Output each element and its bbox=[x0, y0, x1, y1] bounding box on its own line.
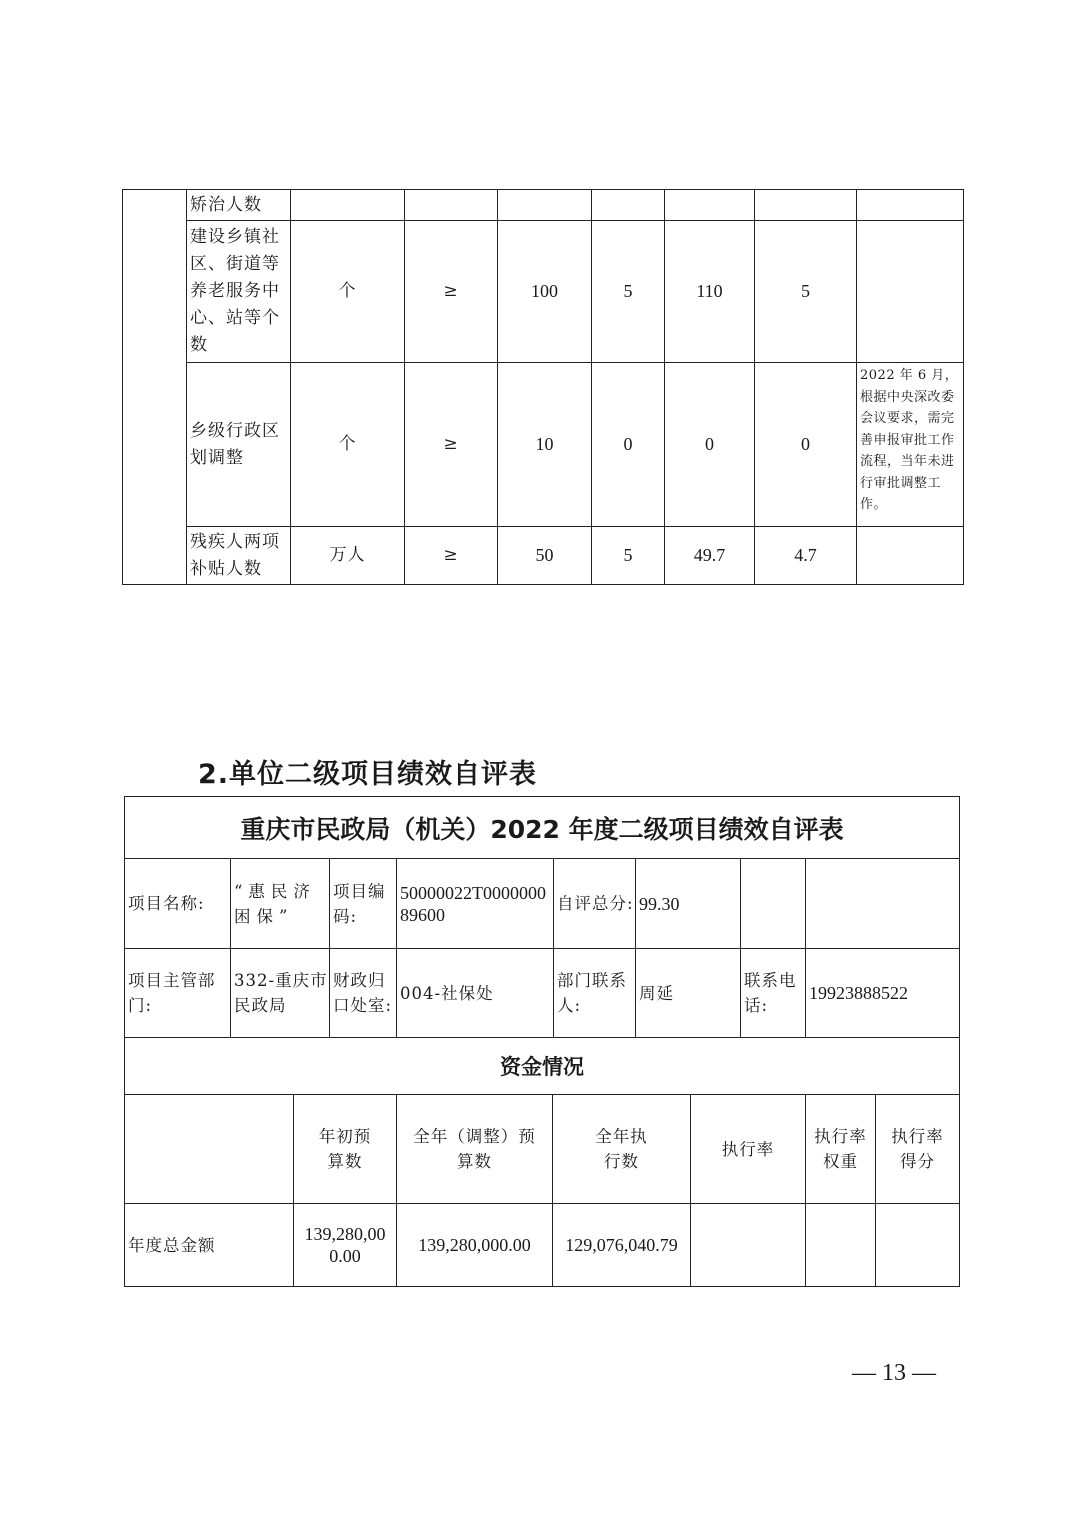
phone-label: 联系电话: bbox=[740, 948, 806, 1038]
indicator-actual: 110 bbox=[664, 220, 755, 363]
executed-value: 129,076,040.79 bbox=[552, 1203, 691, 1287]
dept-label: 项目主管部门: bbox=[124, 948, 231, 1038]
funding-header: 全年（调整）预算数 bbox=[396, 1094, 553, 1204]
indicator-target: 50 bbox=[497, 526, 592, 585]
indicator-target: 10 bbox=[497, 362, 592, 527]
execution-rate-value bbox=[690, 1203, 806, 1287]
contact-value: 周延 bbox=[635, 948, 741, 1038]
adjusted-budget-value: 139,280,000.00 bbox=[396, 1203, 553, 1287]
indicator-weight: 5 bbox=[591, 220, 665, 363]
section-heading: 2.单位二级项目绩效自评表 bbox=[198, 759, 538, 790]
project-name-label: 项目名称: bbox=[124, 858, 231, 949]
category-cell bbox=[122, 189, 187, 585]
phone-value: 19923888522 bbox=[805, 948, 960, 1038]
dept-value: 332-重庆市民政局 bbox=[230, 948, 330, 1038]
table-title: 重庆市民政局（机关）2022 年度二级项目绩效自评表 bbox=[124, 796, 960, 859]
indicator-note bbox=[856, 189, 964, 221]
funding-header bbox=[124, 1094, 294, 1204]
indicator-actual: 0 bbox=[664, 362, 755, 527]
self-score-value: 99.30 bbox=[635, 858, 741, 949]
indicator-actual bbox=[664, 189, 755, 221]
indicator-score: 4.7 bbox=[754, 526, 857, 585]
finance-office-value: 004-社保处 bbox=[396, 948, 554, 1038]
indicator-weight: 5 bbox=[591, 526, 665, 585]
funding-header: 执行率权重 bbox=[805, 1094, 876, 1204]
project-code-label: 项目编码: bbox=[329, 858, 397, 949]
indicator-target: 100 bbox=[497, 220, 592, 363]
funding-header: 执行率得分 bbox=[875, 1094, 960, 1204]
funding-row-label: 年度总金额 bbox=[124, 1203, 294, 1287]
indicator-name: 矫治人数 bbox=[186, 189, 291, 221]
indicator-score: 0 bbox=[754, 362, 857, 527]
funding-header: 执行率 bbox=[690, 1094, 806, 1204]
indicator-unit: 个 bbox=[290, 362, 405, 527]
indicator-score bbox=[754, 189, 857, 221]
indicator-unit bbox=[290, 189, 405, 221]
empty-cell bbox=[805, 858, 960, 949]
indicator-weight bbox=[591, 189, 665, 221]
indicator-score: 5 bbox=[754, 220, 857, 363]
indicator-name: 乡级行政区划调整 bbox=[186, 362, 291, 527]
indicator-operator: ≥ bbox=[404, 362, 498, 527]
project-name-value: “惠民济困保” bbox=[230, 858, 330, 949]
indicator-operator: ≥ bbox=[404, 526, 498, 585]
indicator-note: 2022 年 6 月，根据中央深改委会议要求，需完善申报审批工作流程，当年未进行审批调整工作。 bbox=[856, 362, 964, 527]
contact-label: 部门联系人: bbox=[553, 948, 636, 1038]
indicator-operator: ≥ bbox=[404, 220, 498, 363]
indicator-operator bbox=[404, 189, 498, 221]
indicator-note bbox=[856, 526, 964, 585]
indicator-name: 残疾人两项补贴人数 bbox=[186, 526, 291, 585]
page-number: — 13 — bbox=[852, 1360, 936, 1386]
project-code-value: 50000022T000000089600 bbox=[396, 858, 554, 949]
self-score-label: 自评总分: bbox=[553, 858, 636, 949]
indicator-weight: 0 bbox=[591, 362, 665, 527]
funding-header: 全年执行数 bbox=[552, 1094, 691, 1204]
indicator-note bbox=[856, 220, 964, 363]
funding-title: 资金情况 bbox=[124, 1037, 960, 1095]
indicator-actual: 49.7 bbox=[664, 526, 755, 585]
indicator-target bbox=[497, 189, 592, 221]
rate-score-value bbox=[875, 1203, 960, 1287]
funding-header: 年初预算数 bbox=[293, 1094, 397, 1204]
rate-weight-value bbox=[805, 1203, 876, 1287]
indicator-unit: 万人 bbox=[290, 526, 405, 585]
initial-budget-value: 139,280,000.00 bbox=[293, 1203, 397, 1287]
finance-office-label: 财政归口处室: bbox=[329, 948, 397, 1038]
indicator-unit: 个 bbox=[290, 220, 405, 363]
indicator-name: 建设乡镇社区、街道等养老服务中心、站等个数 bbox=[186, 220, 291, 363]
empty-cell bbox=[740, 858, 806, 949]
